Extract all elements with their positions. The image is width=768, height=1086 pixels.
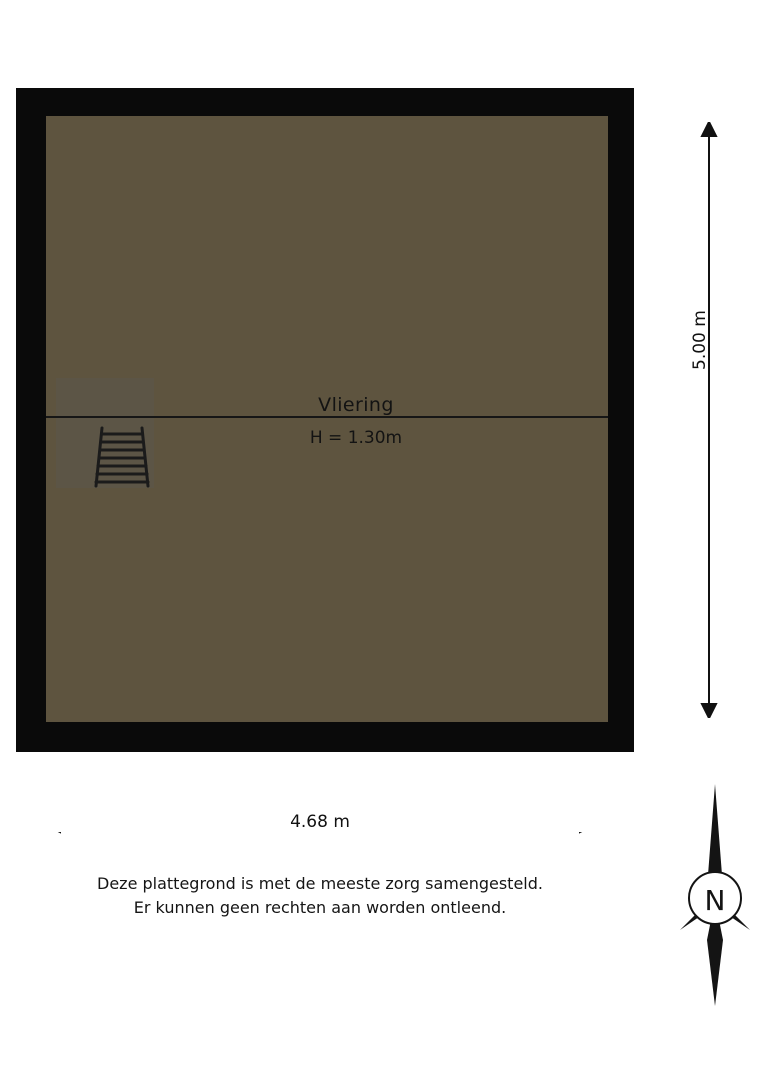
disclaimer-line-2: Er kunnen geen rechten aan worden ontleend. [133, 898, 507, 917]
depth-dimension-arrow [686, 122, 732, 718]
ceiling-height-divider-line [46, 416, 608, 418]
compass-north-icon [660, 780, 768, 1010]
compass-letter-n: N [704, 884, 726, 917]
width-dimension-label [46, 812, 594, 832]
depth-dimension-label: 5.00 m [690, 310, 710, 370]
width-dimension-value: 4.68 m [276, 812, 364, 832]
disclaimer-line-1: Deze plattegrond is met de meeste zorg samengesteld. [97, 874, 543, 893]
floor-plan [16, 88, 634, 752]
disclaimer [60, 872, 580, 920]
room-height-label: H = 1.30m [309, 428, 403, 448]
room-label: Vliering [318, 394, 394, 416]
ladder-icon [92, 424, 154, 490]
